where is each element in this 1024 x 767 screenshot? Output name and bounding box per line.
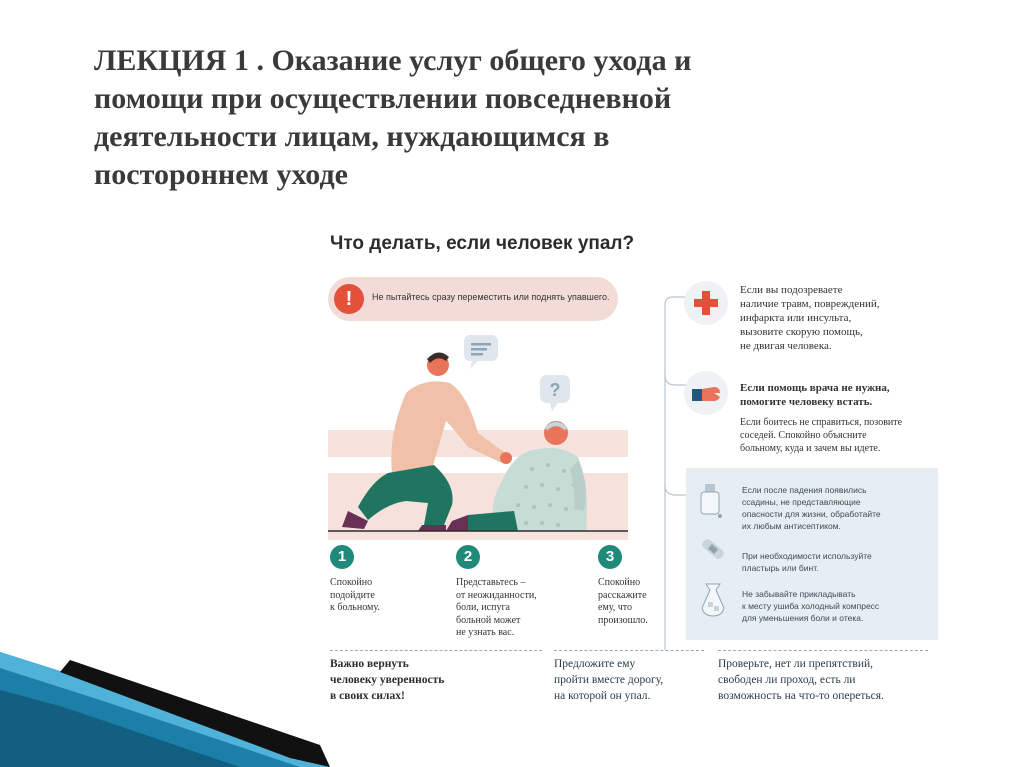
- walk-together-line: на которой он упал.: [554, 690, 651, 702]
- first-aid-panel: [686, 468, 938, 640]
- bandage-plaster-icon: [698, 534, 728, 564]
- medical-cross-icon: [684, 281, 728, 325]
- help-stand-line: Если помощь врача не нужна,: [740, 382, 890, 394]
- confidence-line: Важно вернуть: [330, 658, 409, 670]
- step-2-line: боли, испуга: [456, 602, 510, 613]
- help-stand-line: помогите человеку встать.: [740, 396, 873, 408]
- speech-bubble-icon: [464, 335, 498, 369]
- step-3-line: Спокойно: [598, 577, 641, 588]
- confidence-note: [330, 656, 444, 704]
- infographic-title: Что делать, если человек упал?: [330, 233, 635, 254]
- step-1-line: Спокойно: [330, 577, 373, 588]
- ambulance-advice-line: не двигая человека.: [740, 340, 832, 352]
- walk-together-line: Предложите ему: [554, 658, 636, 670]
- divider-line: [718, 650, 928, 651]
- walk-together-note: [554, 656, 663, 704]
- step-2-line: Представьтесь –: [456, 577, 526, 588]
- step-2-badge: 2: [456, 545, 480, 569]
- divider-line: [554, 650, 704, 651]
- walk-together-line: пройти вместе дорогу,: [554, 674, 664, 686]
- call-neighbors-line: больному, куда и зачем вы идете.: [740, 443, 881, 454]
- warning-banner: [328, 277, 618, 321]
- step-2-line: больной может: [456, 614, 521, 626]
- check-path-line: Проверьте, нет ли препятствий,: [718, 658, 873, 670]
- slide-title-line: ЛЕКЦИЯ 1 . Оказание услуг общего ухода и: [94, 44, 692, 77]
- step-3-line: ему, что: [598, 602, 633, 613]
- fall-help-infographic: [322, 225, 942, 720]
- antiseptic-bottle-icon: [696, 480, 726, 520]
- cold-compress-line: к месту ушиба холодный компресс: [742, 601, 880, 611]
- call-neighbors-advice: [740, 416, 902, 455]
- antiseptic-line: опасности для жизни, обработайте: [742, 509, 881, 519]
- ice-pack-icon: [696, 578, 730, 618]
- confidence-line: человеку уверенность: [330, 674, 445, 686]
- step-2-line: от неожиданности,: [456, 589, 537, 601]
- step-3-line: произошло.: [598, 614, 648, 626]
- help-stand-advice: [740, 381, 890, 409]
- helping-hand-icon: [684, 371, 728, 415]
- antiseptic-line: ссадины, не представляющие: [742, 497, 861, 507]
- question-bubble-icon: [540, 375, 570, 411]
- svg-text:?: ?: [549, 380, 561, 400]
- warning-text: Не пытайтесь сразу переместить или поднять упавшего.: [372, 292, 610, 302]
- step-3-text: [598, 577, 648, 627]
- cold-compress-line: для уменьшения боли и отека.: [742, 613, 864, 623]
- step-2-text: [456, 577, 537, 640]
- ambulance-advice-line: инфаркта или инсульта,: [740, 312, 852, 324]
- antiseptic-advice: [742, 484, 881, 532]
- step-2-line: не узнать вас.: [456, 627, 515, 638]
- slide-title-line: деятельности лицам, нуждающимся в: [94, 120, 610, 153]
- ambulance-advice-line: Если вы подозреваете: [740, 284, 843, 296]
- check-path-line: свободен ли проход, есть ли: [718, 674, 856, 686]
- check-path-line: возможность на что-то опереться.: [718, 690, 884, 702]
- cold-compress-line: Не забывайте прикладывать: [742, 589, 856, 599]
- helper-and-fallen-person-illustration: [328, 335, 668, 540]
- check-path-note: [718, 656, 884, 704]
- step-3-badge: 3: [598, 545, 622, 569]
- step-1-line: подойдите: [330, 589, 375, 601]
- confidence-line: в своих силах!: [330, 690, 405, 702]
- exclamation-icon: !: [334, 284, 364, 314]
- call-neighbors-line: Если боитесь не справиться, позовите: [740, 417, 903, 428]
- step-1-text: [330, 577, 380, 615]
- call-neighbors-line: соседей. Спокойно объясните: [740, 430, 867, 441]
- slide-title-line: помощи при осуществлении повседневной: [94, 82, 672, 115]
- ambulance-advice-line: вызовите скорую помощь,: [740, 326, 863, 338]
- step-1-badge: 1: [330, 545, 354, 569]
- plaster-line: пластырь или бинт.: [742, 563, 819, 573]
- divider-line: [330, 650, 542, 651]
- slide-title: [94, 42, 914, 194]
- antiseptic-line: их любым антисептиком.: [742, 521, 841, 531]
- plaster-line: При необходимости используйте: [742, 551, 872, 561]
- antiseptic-line: Если после падения появились: [742, 485, 867, 495]
- ambulance-advice: [740, 283, 880, 353]
- ambulance-advice-line: наличие травм, повреждений,: [740, 298, 880, 310]
- cold-compress-advice: [742, 588, 879, 624]
- slide-title-line: постороннем уходе: [94, 158, 348, 191]
- plaster-advice: [742, 550, 872, 574]
- step-1-line: к больному.: [330, 602, 380, 613]
- step-3-line: расскажите: [598, 589, 647, 601]
